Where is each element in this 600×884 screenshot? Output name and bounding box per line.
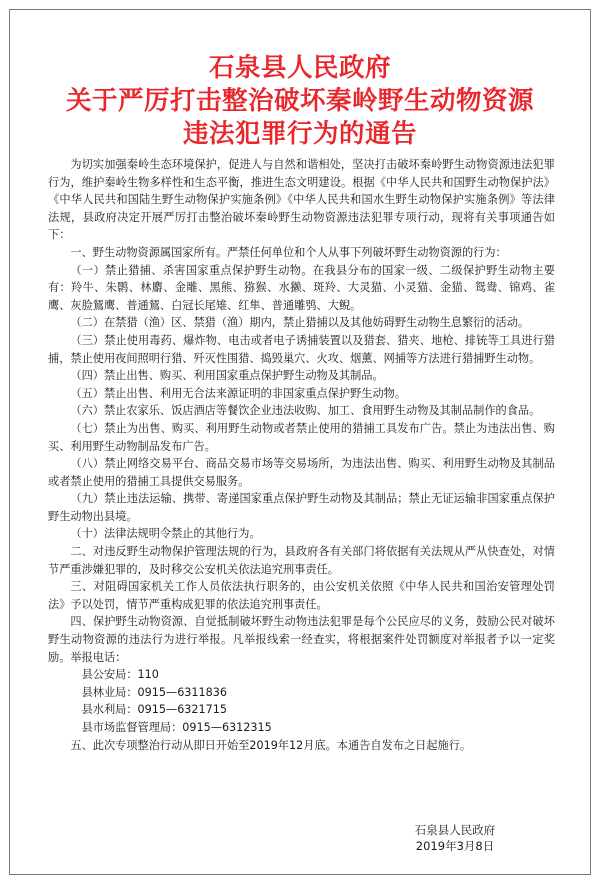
prohibition-item-2: （二）在禁猎（渔）区、禁猎（渔）期内，禁止猎捕以及其他妨碍野生动物生息繁衍的活动。 bbox=[70, 316, 530, 330]
title-subject-line1: 关于严厉打击整治破坏秦岭野生动物资源 bbox=[65, 86, 534, 116]
prohibition-item-1: （一）禁止猎捕、杀害国家重点保护野生动物。在我县分布的国家一级、二级保护野生动物主要有：羚牛、朱鹮、林麝、金雕、黑熊、猕猴、水獭、斑羚、大灵猫、小灵猫、金猫、鸳鸯、锦鸡、雀鹰、灰脸鵟鹰、普通鵟、白冠长尾雉、红隼、普通雕鸮、大鲵。 bbox=[48, 263, 555, 312]
prohibition-item-5: （五）禁止出售、利用无合法来源证明的非国家重点保护野生动物。 bbox=[70, 386, 407, 400]
section-five: 五、此次专项整治行动从即日开始至2019年12月底。本通告自发布之日起施行。 bbox=[70, 738, 472, 752]
notice-body bbox=[48, 156, 555, 754]
signature-date: 2019年3月8日 bbox=[415, 839, 495, 853]
title-issuer: 石泉县人民政府 bbox=[208, 53, 391, 83]
hotline-police: 县公安局：110 bbox=[81, 668, 159, 682]
signature-issuer: 石泉县人民政府 bbox=[414, 823, 496, 837]
prohibition-item-6: （六）禁止农家乐、饭店酒店等餐饮企业违法收购、加工、食用野生动物及其制品制作的食品。 bbox=[70, 404, 541, 418]
prohibition-item-4: （四）禁止出售、购买、利用国家重点保护野生动物及其制品。 bbox=[70, 369, 384, 383]
section-two: 二、对违反野生动物保护管理法规的行为，县政府各有关部门将依据有关法规从严从快查处，对情节严重涉嫌犯罪的，及时移交公安机关依法追究刑事责任。 bbox=[48, 545, 555, 576]
section-three: 三、对阻碍国家机关工作人员依法执行职务的，由公安机关依照《中华人民共和国治安管理处罚法》予以处罚，情节严重构成犯罪的依法追究刑事责任。 bbox=[48, 580, 555, 611]
prohibition-item-9: （九）禁止违法运输、携带、寄递国家重点保护野生动物及其制品；禁止无证运输非国家重点保护野生动物出县境。 bbox=[48, 492, 555, 523]
notice-frame bbox=[9, 9, 591, 875]
prohibition-item-7: （七）禁止为出售、购买、利用野生动物或者禁止使用的猎捕工具发布广告。禁止为违法出售、购买、利用野生动物制品发布广告。 bbox=[48, 421, 555, 453]
hotline-market-supervision: 县市场监督管理局：0915—6312315 bbox=[81, 721, 272, 734]
prohibition-item-8: （八）禁止网络交易平台、商品交易市场等交易场所，为违法出售、购买、利用野生动物及其制品或者禁止使用的猎捕工具提供交易服务。 bbox=[48, 457, 555, 488]
signature-block bbox=[390, 822, 520, 854]
intro-paragraph: 为切实加强秦岭生态环境保护，促进人与自然和谐相处，坚决打击破坏秦岭野生动物资源违法犯罪行为，维护秦岭生物多样性和生态平衡，推进生态文明建设。根据《中华人民共和国野生动物保护法》《中华人民共和国陆生野生动物保护实施条例》《中华人民共和国水生野生动物保护实施条例》等法律法规，县政府决定开展严厉打击整治破坏秦岭野生动物资源违法犯罪专项行动，现将有关事项通告如下： bbox=[48, 158, 555, 242]
hotline-water: 县水利局：0915—6321715 bbox=[81, 703, 228, 717]
prohibition-item-10: （十）法律法规明令禁止的其他行为。 bbox=[70, 527, 261, 541]
prohibition-item-3: （三）禁止使用毒药、爆炸物、电击或者电子诱捕装置以及猎套、猎夹、地枪、排铳等工具进行猎捕，禁止使用夜间照明行猎、歼灭性围猎、捣毁巢穴、火攻、烟薰、网捕等方法进行猎捕野生动物。 bbox=[48, 333, 555, 365]
hotline-forestry: 县林业局：0915—6311836 bbox=[81, 685, 228, 699]
notice-title bbox=[10, 52, 590, 151]
section-one: 一、野生动物资源属国家所有。严禁任何单位和个人从事下列破坏野生动物资源的行为： bbox=[70, 245, 507, 259]
title-subject-line2: 违法犯罪行为的通告 bbox=[182, 119, 417, 149]
section-four: 四、保护野生动物资源、自觉抵制破坏野生动物违法犯罪是每个公民应尽的义务，鼓励公民对破坏野生动物资源的违法行为进行举报。凡举报线索一经查实，将根据案件处罚额度对举报者予以一定奖励。举报电话： bbox=[48, 615, 555, 664]
